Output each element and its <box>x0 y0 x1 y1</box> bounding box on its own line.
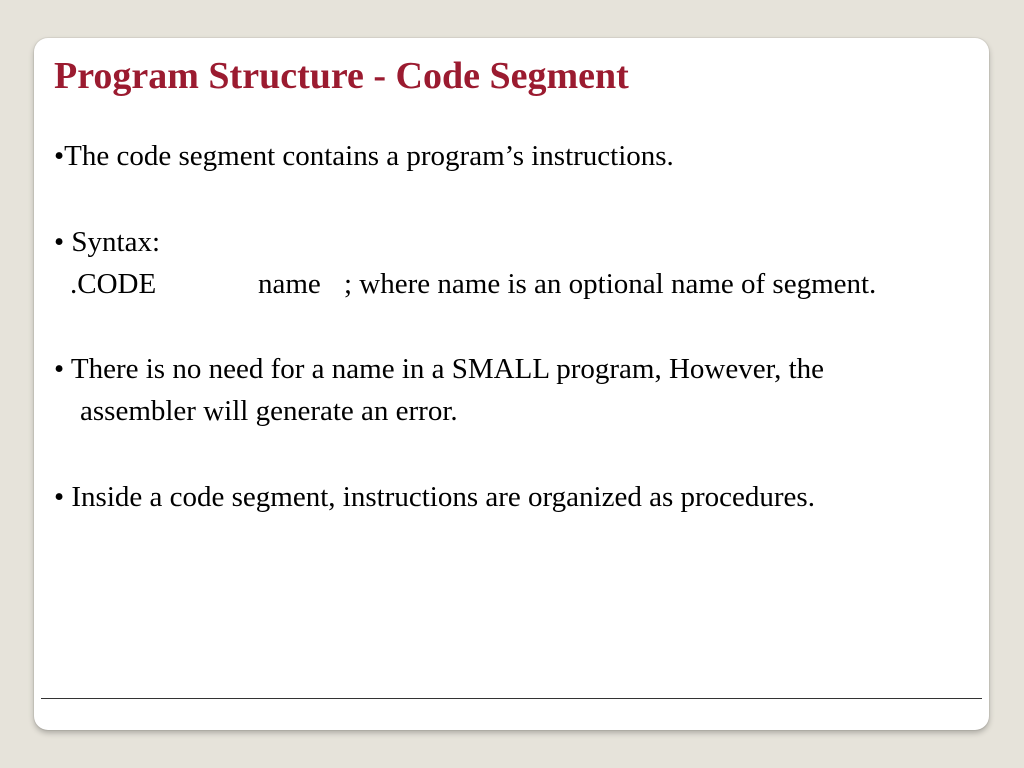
slide-panel <box>34 38 989 730</box>
bullet-code-segment-definition: •The code segment contains a program’s instructions. <box>54 140 674 172</box>
bullet-small-program-line-1: • There is no need for a name in a SMALL program, However, the <box>54 353 825 385</box>
syntax-comment: ; where name is an optional name of segment. <box>344 268 877 300</box>
slide-title: Program Structure - Code Segment <box>54 55 629 97</box>
syntax-name: name <box>258 268 321 300</box>
bullet-syntax-label: • Syntax: <box>54 226 161 258</box>
syntax-directive: .CODE <box>70 268 157 300</box>
bullet-procedures: • Inside a code segment, instructions are organized as procedures. <box>54 481 815 513</box>
bullet-small-program-line-2: assembler will generate an error. <box>80 395 458 427</box>
footer-divider <box>41 698 982 699</box>
